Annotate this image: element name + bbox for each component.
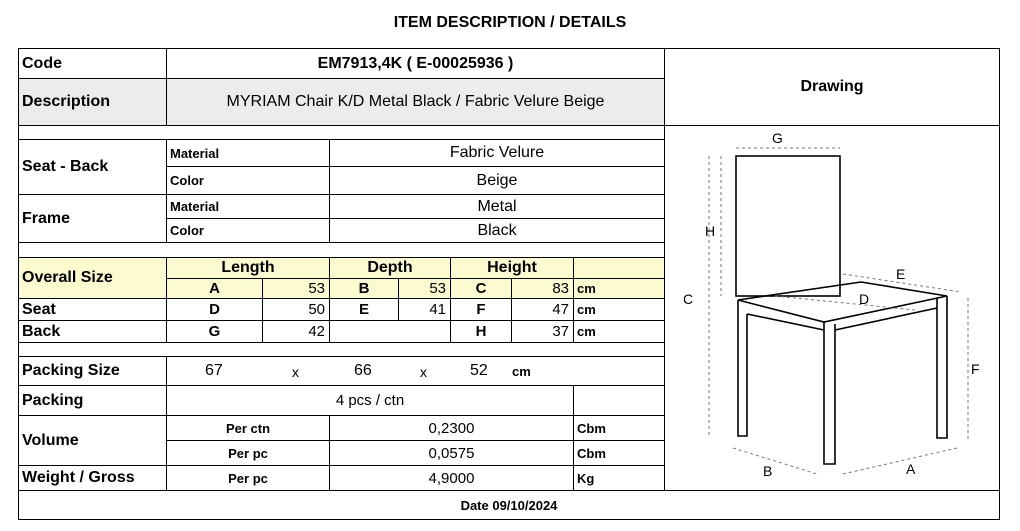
depth-header: Depth	[329, 257, 451, 279]
packing-size-row	[166, 356, 665, 386]
seat-back-color-value: Beige	[329, 166, 665, 195]
page-title: ITEM DESCRIPTION / DETAILS	[393, 14, 627, 31]
overall-value-b: 53	[398, 278, 451, 299]
frame-material-value: Metal	[329, 194, 665, 219]
length-header: Length	[166, 257, 330, 279]
frame-material-label: Material	[166, 194, 330, 219]
height-header: Height	[450, 257, 574, 279]
dimension-lines	[709, 148, 968, 474]
volume-per-pc-value: 0,0575	[329, 440, 574, 466]
overall-key-a: A	[166, 278, 263, 299]
volume-per-ctn-unit: Cbm	[573, 415, 665, 441]
seat-value-f: 47	[511, 298, 574, 321]
seat-key-e: E	[329, 298, 399, 321]
overall-value-c: 83	[511, 278, 574, 299]
packing-label: Packing	[18, 385, 167, 416]
packing-height: 52	[470, 362, 488, 379]
overall-size-label: Overall Size	[18, 257, 167, 299]
chair-leg-front-right	[937, 296, 947, 438]
back-unit: cm	[573, 320, 665, 343]
frame-color-label: Color	[166, 218, 330, 243]
chair-drawing	[665, 126, 999, 490]
chair-backrest	[736, 156, 840, 296]
description-value: MYRIAM Chair K/D Metal Black / Fabric Velure Beige	[166, 78, 665, 126]
dim-label-f: F	[971, 361, 980, 377]
packing-value: 4 pcs / ctn	[166, 385, 574, 416]
description-label: Description	[18, 78, 167, 126]
back-key-g: G	[166, 320, 263, 343]
dim-label-d: D	[859, 291, 870, 307]
seat-key-f: F	[450, 298, 512, 321]
weight-per-pc-label: Per pc	[166, 465, 330, 491]
dim-label-c: C	[683, 291, 694, 307]
overall-key-c: C	[450, 278, 512, 299]
packing-unit-blank	[573, 385, 665, 416]
back-value-h: 37	[511, 320, 574, 343]
frame-label: Frame	[18, 194, 167, 243]
volume-per-pc-label: Per pc	[166, 440, 330, 466]
volume-label: Volume	[18, 415, 167, 466]
volume-per-ctn-value: 0,2300	[329, 415, 574, 441]
packing-x1: x	[292, 364, 299, 380]
overall-value-a: 53	[262, 278, 330, 299]
dim-label-g: G	[772, 130, 783, 146]
weight-value: 4,9000	[329, 465, 574, 491]
back-key-h: H	[450, 320, 512, 343]
unit-header-blank	[573, 257, 665, 279]
seat-value-d: 50	[262, 298, 330, 321]
chair-seat	[738, 282, 947, 322]
seat-value-e: 41	[398, 298, 451, 321]
dim-label-e: E	[896, 266, 906, 282]
seat-back-material-value: Fabric Velure	[329, 139, 665, 167]
packing-size-label: Packing Size	[18, 356, 167, 386]
frame-color-value: Black	[329, 218, 665, 243]
volume-per-ctn-label: Per ctn	[166, 415, 330, 441]
volume-per-pc-unit: Cbm	[573, 440, 665, 466]
chair-rail-front	[835, 308, 937, 330]
seat-back-material-label: Material	[166, 139, 330, 167]
chair-leg-front-left	[824, 322, 835, 464]
packing-size-unit: cm	[512, 363, 531, 379]
packing-width: 66	[354, 362, 372, 379]
seat-back-label: Seat - Back	[18, 139, 167, 195]
seat-unit: cm	[573, 298, 665, 321]
packing-x2: x	[420, 364, 427, 380]
weight-label: Weight / Gross	[18, 465, 167, 491]
code-value: EM7913,4K ( E-00025936 )	[166, 48, 665, 79]
chair-leg-back-left	[738, 300, 747, 436]
drawing-area	[664, 125, 1000, 491]
back-value-g: 42	[262, 320, 330, 343]
date-footer: Date 09/10/2024	[18, 490, 1000, 520]
dim-label-h: H	[705, 223, 716, 239]
weight-unit: Kg	[573, 465, 665, 491]
seat-back-color-label: Color	[166, 166, 330, 195]
seat-key-d: D	[166, 298, 263, 321]
overall-key-b: B	[329, 278, 399, 299]
back-depth-blank	[329, 320, 451, 343]
drawing-title: Drawing	[664, 48, 1000, 126]
chair-rail-left	[747, 314, 824, 330]
dim-label-b: B	[763, 463, 773, 479]
packing-length: 67	[205, 362, 223, 379]
seat-size-label: Seat	[18, 298, 167, 321]
code-label: Code	[18, 48, 167, 79]
overall-unit: cm	[573, 278, 665, 299]
dim-label-a: A	[906, 461, 916, 477]
back-size-label: Back	[18, 320, 167, 343]
